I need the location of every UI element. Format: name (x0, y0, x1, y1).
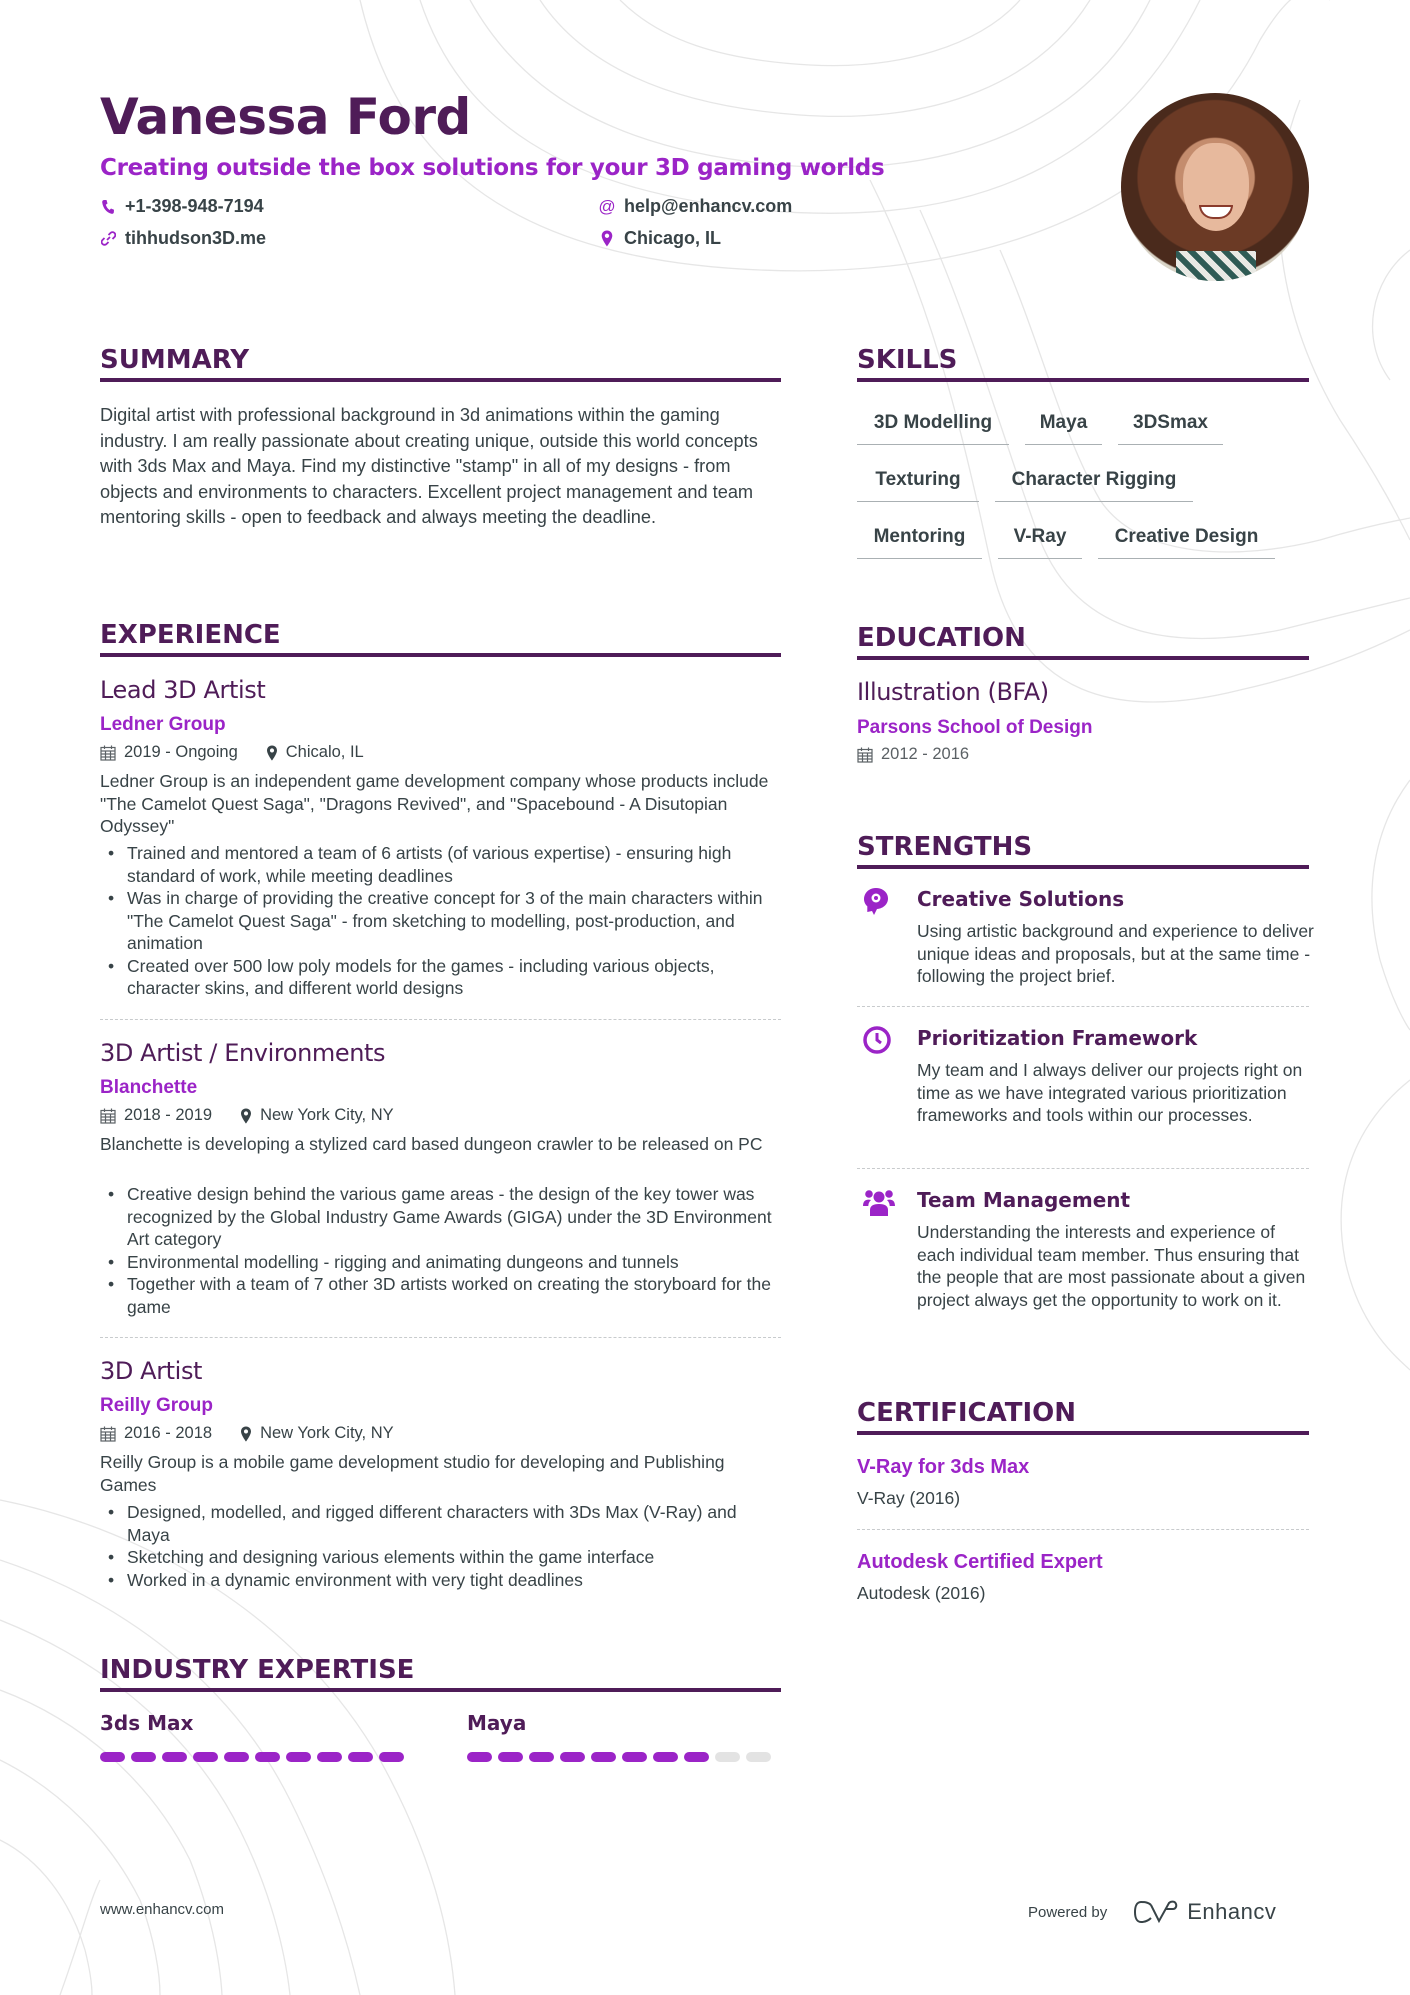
job-bullet: • Trained and mentored a team of 6 artists (of various expertise) - ensuring high standard of work, while meeting deadlines (100, 842, 780, 887)
job-bullet: • Creative design behind the various game areas - the design of the key tower was recognized by the Global Industry Game Awards (GIGA) under the 3D Environment Art category (100, 1183, 780, 1251)
strengths-rule (857, 865, 1309, 869)
job-title: 3D Artist / Environments (100, 1039, 386, 1067)
level-dot-filled (162, 1752, 187, 1762)
enhancv-brand-text: Enhancv (1187, 1899, 1277, 1924)
education-degree: Illustration (BFA) (857, 678, 1049, 706)
calendar-icon (857, 747, 873, 763)
job-bullet: • Was in charge of providing the creative concept for 3 of the main characters within "The Camelot Quest Saga" - from sketching to modelling, post-production, and animation (100, 887, 780, 955)
skills-heading: SKILLS (857, 345, 958, 375)
level-dot-filled (498, 1752, 523, 1762)
company-name: Blanchette (100, 1077, 198, 1098)
job-bullets (100, 1501, 780, 1591)
job-title: 3D Artist (100, 1357, 203, 1385)
profile-photo (1121, 93, 1309, 281)
expertise-level-3dsmax (100, 1752, 404, 1762)
skills-rule (857, 378, 1309, 382)
level-dot-empty (715, 1752, 740, 1762)
enhancv-brand (1133, 1899, 1276, 1925)
certification-rule (857, 1431, 1309, 1435)
job-meta (100, 743, 364, 762)
expertise-level-maya (467, 1752, 771, 1762)
summary-rule (100, 378, 781, 382)
certification-title: V-Ray for 3ds Max (857, 1456, 1030, 1478)
level-dot-filled (224, 1752, 249, 1762)
level-dot-filled (348, 1752, 373, 1762)
company-name: Ledner Group (100, 714, 226, 735)
certification-title: Autodesk Certified Expert (857, 1551, 1103, 1573)
job-bullet: • Together with a team of 7 other 3D artists worked on creating the storyboard for the game (100, 1273, 780, 1318)
level-dot-empty (746, 1752, 771, 1762)
strength-title: Prioritization Framework (917, 1026, 1198, 1050)
job-dates: 2016 - 2018 (124, 1424, 213, 1442)
strength-title: Team Management (917, 1188, 1131, 1212)
map-pin-icon (240, 1426, 252, 1442)
at-sign-icon: @ (598, 196, 616, 216)
location-text: Chicago, IL (624, 228, 722, 248)
website-text: tihhudson3D.me (125, 228, 267, 248)
strength-divider (857, 1006, 1309, 1007)
powered-by[interactable] (1028, 1899, 1276, 1925)
experience-rule (100, 653, 781, 657)
company-name: Reilly Group (100, 1395, 213, 1416)
job-divider (100, 1019, 781, 1020)
job-bullet: • Sketching and designing various elements within the game interface (100, 1546, 780, 1569)
job-bullet: • Designed, modelled, and rigged different characters with 3Ds Max (V-Ray) and Maya (100, 1501, 780, 1546)
calendar-icon (100, 1108, 116, 1124)
job-location (240, 1106, 394, 1125)
level-dot-filled (255, 1752, 280, 1762)
job-bullet: • Environmental modelling - rigging and animating dungeons and tunnels (100, 1251, 780, 1274)
job-description: Blanchette is developing a stylized card based dungeon crawler to be released on PC (100, 1134, 763, 1154)
job-description: Ledner Group is an independent game development company whose products include "The Camelot Quest Saga", "Dragons Revived", and "Spacebound - A Disutopian Odyssey" (100, 771, 769, 836)
strength-title: Creative Solutions (917, 887, 1125, 911)
education-dates (857, 745, 969, 764)
level-dot-filled (100, 1752, 125, 1762)
certification-divider (857, 1529, 1309, 1530)
skill-tag: 3D Modelling (857, 412, 1009, 445)
skill-tag: Character Rigging (995, 469, 1193, 502)
strength-description: Understanding the interests and experience of each individual team member. Thus ensuring that the people that are most passionate about a given project always get the opportunity to work on it. (917, 1222, 1306, 1310)
level-dot-filled (317, 1752, 342, 1762)
certification-heading: CERTIFICATION (857, 1398, 1076, 1428)
job-divider (100, 1337, 781, 1338)
skill-tag: V-Ray (998, 526, 1082, 559)
education-heading: EDUCATION (857, 623, 1026, 653)
level-dot-filled (286, 1752, 311, 1762)
job-bullet: • Created over 500 low poly models for the games - including various objects, character skins, and different world designs (100, 955, 780, 1000)
job-title: Lead 3D Artist (100, 676, 266, 704)
level-dot-filled (622, 1752, 647, 1762)
footer-website-link[interactable]: www.enhancv.com (100, 1901, 224, 1918)
expertise-label: 3ds Max (100, 1711, 194, 1735)
clock-icon (862, 1025, 892, 1055)
strength-description: My team and I always deliver our projects right on time as we have integrated various prioritization frameworks and tools within our processes. (917, 1060, 1303, 1125)
brain-head-icon (862, 887, 892, 917)
job-location-text: Chicalo, IL (285, 743, 364, 761)
industry-expertise-rule (100, 1688, 781, 1692)
job-bullets (100, 1183, 780, 1318)
summary-heading: SUMMARY (100, 345, 250, 375)
education-rule (857, 656, 1309, 660)
level-dot-filled (467, 1752, 492, 1762)
candidate-tagline: Creating outside the box solutions for your 3D gaming worlds (100, 155, 885, 181)
experience-heading: EXPERIENCE (100, 620, 281, 650)
skill-tag: Maya (1025, 412, 1102, 445)
strength-description: Using artistic background and experience to deliver unique ideas and proposals, but at the same time - following the project brief. (917, 921, 1314, 986)
level-dot-filled (684, 1752, 709, 1762)
level-dot-filled (193, 1752, 218, 1762)
skill-tag: Texturing (857, 469, 979, 502)
job-location (240, 1424, 394, 1443)
level-dot-filled (379, 1752, 404, 1762)
summary-text: Digital artist with professional background in 3d animations within the gaming industry. I am really passionate about creating unique, outside this world concepts with 3ds Max and Maya. Find my distinctive "stamp" in all of my designs - from objects and environments to characters. Excellent project management and team mentoring skills - open to feedback and always meeting the deadline. (100, 405, 758, 527)
job-location-text: New York City, NY (260, 1424, 394, 1442)
enhancv-logo-icon (1133, 1900, 1179, 1924)
calendar-icon (100, 745, 116, 761)
calendar-icon (100, 1426, 116, 1442)
map-pin-icon (599, 230, 615, 248)
contact-location (599, 228, 721, 249)
level-dot-filled (653, 1752, 678, 1762)
job-dates: 2019 - Ongoing (124, 743, 238, 761)
job-description: Reilly Group is a mobile game development studio for developing and Publishing Games (100, 1452, 725, 1495)
job-dates: 2018 - 2019 (124, 1106, 213, 1124)
industry-expertise-heading: INDUSTRY EXPERTISE (100, 1655, 415, 1685)
job-location (266, 743, 364, 762)
level-dot-filled (591, 1752, 616, 1762)
job-bullet: • Worked in a dynamic environment with very tight deadlines (100, 1569, 780, 1592)
map-pin-icon (266, 745, 278, 761)
link-icon (100, 230, 116, 248)
level-dot-filled (131, 1752, 156, 1762)
contact-phone[interactable] (100, 196, 264, 217)
skill-tag: 3DSmax (1118, 412, 1223, 445)
phone-text: +1-398-948-7194 (125, 196, 264, 216)
email-text: help@enhancv.com (624, 196, 793, 216)
map-pin-icon (240, 1108, 252, 1124)
job-meta (100, 1424, 394, 1443)
certification-issuer: V-Ray (2016) (857, 1488, 961, 1508)
phone-icon (100, 198, 116, 216)
contact-email[interactable] (599, 196, 792, 217)
skill-tag: Creative Design (1098, 526, 1275, 559)
education-school: Parsons School of Design (857, 717, 1093, 738)
education-dates-text: 2012 - 2016 (881, 745, 970, 763)
job-location-text: New York City, NY (260, 1106, 394, 1124)
level-dot-filled (560, 1752, 585, 1762)
powered-by-label: Powered by (1028, 1903, 1108, 1921)
level-dot-filled (529, 1752, 554, 1762)
skill-tag: Mentoring (857, 526, 982, 559)
job-meta (100, 1106, 394, 1125)
strength-divider (857, 1168, 1309, 1169)
certification-issuer: Autodesk (2016) (857, 1583, 986, 1603)
expertise-label: Maya (467, 1711, 527, 1735)
photo-shirt (1176, 251, 1256, 281)
contact-website[interactable] (100, 228, 266, 249)
job-bullets (100, 842, 780, 1000)
strengths-heading: STRENGTHS (857, 832, 1033, 862)
candidate-name: Vanessa Ford (100, 88, 471, 146)
users-icon (862, 1188, 896, 1218)
